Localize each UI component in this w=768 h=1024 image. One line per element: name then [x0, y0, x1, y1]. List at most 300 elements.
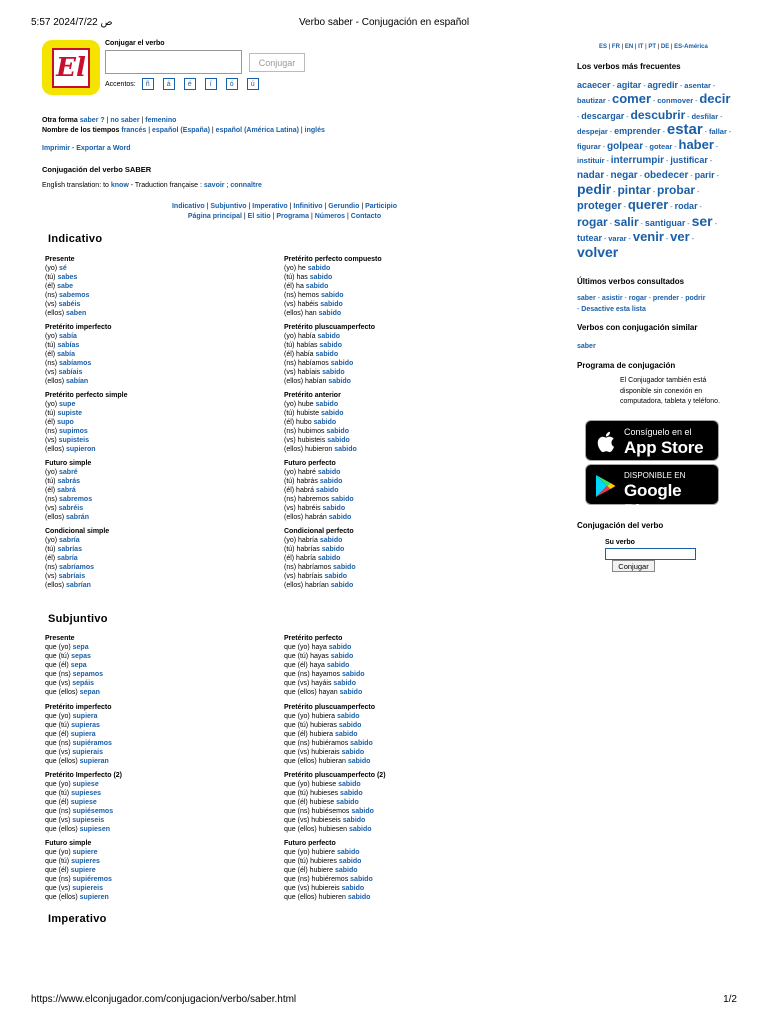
pronoun: que (ns) [45, 670, 71, 678]
cloud-verb-link[interactable]: rodar [674, 201, 698, 212]
pronoun: (tú) habrías [284, 545, 320, 553]
conjugation-heading: Conjugación del verbo SABER [42, 165, 152, 174]
verb-form-link[interactable]: sabido [324, 572, 348, 580]
program-description: El Conjugador también está disponible sin conexión en computadora, tableta y teléfono. [620, 377, 721, 405]
google-play-badge[interactable] [585, 464, 719, 520]
conjugation-line [284, 401, 514, 410]
conjugation-line [45, 722, 275, 731]
pronoun: (él) ha [284, 282, 304, 290]
verb-form-link[interactable]: sabemos [59, 291, 90, 299]
verb-form-link[interactable]: supieren [79, 893, 109, 901]
verb-form-link[interactable]: supo [57, 418, 74, 426]
conjugation-line [45, 894, 275, 903]
cloud-verb-link[interactable]: conmover [657, 96, 694, 106]
verb-form-link[interactable]: sé [59, 265, 67, 272]
verb-form-link[interactable]: sabido [330, 359, 354, 367]
verb-form-link[interactable]: sabido [315, 486, 339, 494]
conjugation-line [284, 867, 514, 876]
conjugation-line [284, 885, 514, 894]
conjugation-line [45, 867, 275, 876]
cloud-verb-link[interactable]: desfilar [691, 111, 719, 121]
pronoun: (tú) [45, 341, 56, 349]
recent-verb-link[interactable]: saber [577, 295, 596, 302]
verb-form-link[interactable]: sabido [350, 875, 373, 883]
verb-form-link[interactable]: sabréis [58, 504, 84, 512]
pronoun: (él) había [284, 350, 314, 358]
verb-form-link[interactable]: sabido [341, 670, 365, 678]
conjugation-line [284, 274, 514, 283]
verb-form-link[interactable]: supiera [72, 713, 98, 720]
pronoun: (vs) habréis [284, 504, 321, 512]
print-url: https://www.elconjugador.com/conjugacion/verbo/saber.html [31, 994, 297, 1005]
verb-form-link[interactable]: supiésemos [72, 807, 114, 815]
tense-title: Futuro simple [45, 460, 92, 467]
similar-verb-link[interactable]: saber [577, 343, 596, 350]
conjugation-line [45, 446, 275, 455]
verb-form-link[interactable]: sepas [71, 652, 91, 660]
verb-form-link[interactable]: supiera [70, 730, 96, 738]
conjugation-line [45, 401, 275, 410]
pronoun: que (vs) [45, 884, 71, 892]
verb-form-link[interactable]: sabido [319, 537, 343, 544]
pronoun: (él) habrá [284, 486, 314, 494]
side-verb-label: Su verbo [605, 539, 635, 546]
nav-program[interactable]: Programa [276, 213, 310, 220]
verb-form-link[interactable]: sabido [317, 554, 341, 562]
tense-names-link[interactable]: español (América Latina) [215, 127, 299, 134]
conjugation-line [284, 573, 514, 582]
verb-form-link[interactable]: sabido [305, 282, 329, 290]
accent-key[interactable]: ñ [142, 78, 154, 90]
cloud-verb-link[interactable]: ser [691, 212, 713, 229]
google-play-icon [594, 474, 618, 498]
verb-form-link[interactable]: supiese [72, 781, 99, 788]
verb-form-link[interactable]: sabido [318, 309, 342, 317]
cloud-verb-link[interactable]: salir [613, 214, 639, 229]
cloud-verb-link[interactable]: estar [666, 120, 703, 138]
accent-key[interactable]: ó [226, 78, 238, 90]
verb-form-link[interactable]: supiere [70, 866, 96, 874]
pronoun: (ellos) [45, 513, 65, 521]
verb-form-link[interactable]: supiste [57, 409, 82, 417]
cloud-verb-link[interactable]: agitar [616, 80, 642, 90]
verb-form-link[interactable]: sabido [319, 341, 342, 349]
verb-form-link[interactable]: sabido [320, 300, 343, 308]
verb-form-link[interactable]: sabido [328, 513, 352, 521]
verb-form-link[interactable]: sepa [70, 661, 87, 669]
conjugation-line [45, 487, 275, 496]
conjugation-line [45, 662, 275, 671]
verb-form-link[interactable]: sabe [57, 282, 74, 290]
verb-form-link[interactable]: sabido [330, 581, 354, 589]
verb-form-link[interactable]: sabrían [66, 581, 91, 589]
verb-form-link[interactable]: supieres [71, 857, 100, 865]
conjugation-line [45, 749, 275, 758]
verb-form-link[interactable]: sepa [72, 644, 89, 651]
pronoun: (tú) [45, 409, 56, 417]
verb-form-link[interactable]: sabido [328, 377, 351, 385]
recent-verb-link[interactable]: prender [652, 295, 679, 302]
verb-form-link[interactable]: sabido [338, 857, 362, 865]
conjugation-line [45, 369, 275, 378]
verb-form-link[interactable]: saben [66, 309, 87, 317]
lang-link[interactable]: IT [638, 44, 644, 50]
lang-link[interactable]: DE [660, 44, 670, 50]
cloud-verb-link[interactable]: venir [632, 228, 664, 244]
pronoun: (yo) habré [284, 469, 316, 476]
verb-form-link[interactable]: sabido [334, 866, 358, 874]
nav-infinitivo[interactable]: Infinitivo [293, 203, 323, 210]
tense-names-link[interactable]: francés [121, 127, 147, 134]
french-link[interactable]: savoir [203, 182, 225, 189]
conjugate-button[interactable]: Conjugar [249, 53, 305, 72]
verb-form-link[interactable]: sabré [59, 469, 78, 476]
conjugation-line [45, 514, 275, 523]
print-link[interactable]: Imprimir [42, 145, 71, 152]
nav-subjuntivo[interactable]: Subjuntivo [210, 203, 247, 210]
verb-form-link[interactable]: sabrías [57, 545, 82, 553]
verb-form-link[interactable]: supieron [66, 445, 96, 453]
conjugation-line [284, 378, 514, 387]
cloud-verb-link[interactable]: comer [612, 91, 652, 107]
verb-form-link[interactable]: sabido [317, 469, 341, 476]
cloud-verb-link[interactable]: decir [699, 91, 731, 107]
pronoun: (yo) [45, 265, 58, 272]
pronoun: que (tú) [45, 652, 70, 660]
conjugate-box [105, 40, 305, 88]
verb-form-link[interactable]: sabíamos [59, 359, 92, 367]
verb-form-link[interactable]: supiéramos [72, 739, 112, 747]
cloud-verb-link[interactable]: interrumpir [610, 155, 665, 167]
verb-form-link[interactable]: supiere [72, 849, 98, 856]
cloud-verb-link[interactable]: descargar [581, 110, 625, 121]
lang-link[interactable]: EN [624, 44, 634, 50]
tense-title: Futuro simple [45, 840, 92, 847]
verb-form-link[interactable]: supisteis [58, 436, 89, 444]
accent-key[interactable]: í [205, 78, 217, 90]
similar-verbs-title: Verbos con conjugación similar [577, 323, 698, 332]
verb-form-link[interactable]: sabido [309, 273, 333, 281]
nav-home[interactable]: Página principal [187, 213, 242, 220]
otra-forma-link[interactable]: saber ? [79, 117, 105, 124]
nombre-tiempos-line: Nombre de los tiempos francés | español (España) | español (América Latina) | inglés [42, 127, 325, 134]
tense-title: Pretérito pluscuamperfecto [284, 704, 376, 711]
verb-form-link[interactable]: sabido [336, 798, 359, 806]
cloud-verb-link[interactable]: golpear [607, 141, 644, 153]
conjugation-line [45, 582, 275, 591]
cloud-verb-link[interactable]: haber [678, 137, 714, 153]
verb-form-link[interactable]: supieras [71, 721, 100, 729]
cloud-verb-link[interactable]: nadar [577, 169, 605, 181]
verb-form-link[interactable]: sabíais [58, 368, 83, 376]
french-label: - Traduction française : [130, 182, 202, 189]
verb-form-link[interactable]: sabido [327, 436, 350, 444]
verb-form-link[interactable]: sabido [330, 652, 354, 660]
verb-form-link[interactable]: sabido [317, 333, 341, 340]
cloud-verb-link[interactable]: figurar [577, 142, 601, 152]
frequent-verbs-title: Los verbos más frecuentes [577, 62, 681, 71]
otra-forma-link[interactable]: no saber [110, 117, 140, 124]
tense-title: Pretérito pluscuamperfecto (2) [284, 772, 386, 779]
verb-form-link[interactable]: sabrá [57, 486, 76, 494]
pronoun: que (yo) [45, 644, 71, 651]
mood-nav: Indicativo | Subjuntivo | Imperativo | Infinitivo | Gerundio | Participio [171, 203, 398, 210]
verb-form-link[interactable]: sabido [320, 409, 344, 417]
conjugation-line [45, 740, 275, 749]
conjugation-line [45, 653, 275, 662]
tense-title: Pretérito perfecto [284, 635, 343, 642]
verb-form-link[interactable]: sepan [79, 688, 100, 696]
conjugation-line [284, 537, 514, 546]
verb-form-link[interactable]: sabido [339, 688, 363, 696]
cloud-verb-link[interactable]: parir [694, 169, 715, 180]
lang-link[interactable]: ES-América [674, 44, 708, 50]
pronoun: (él) [45, 282, 56, 290]
conjugation-line [284, 546, 514, 555]
verb-form-link[interactable]: supieses [71, 789, 102, 797]
verb-form-link[interactable]: supiereis [72, 884, 103, 892]
tense-title: Condicional perfecto [284, 528, 354, 535]
verb-form-link[interactable]: sabido [333, 679, 356, 687]
nav-contact[interactable]: Contacto [350, 213, 382, 220]
nav-participio[interactable]: Participio [365, 203, 398, 210]
verb-form-link[interactable]: sabría [57, 554, 78, 562]
verb-form-link[interactable]: sabía [59, 333, 77, 340]
cloud-verb-link[interactable]: pintar [617, 183, 651, 198]
pronoun: (ns) [45, 291, 58, 299]
cloud-verb-link[interactable]: bautizar [577, 96, 606, 106]
tense-names-link[interactable]: español (España) [151, 127, 210, 134]
cloud-verb-link[interactable]: negar [610, 169, 638, 181]
disable-list-link[interactable]: Desactive esta lista [581, 306, 646, 313]
cloud-verb-link[interactable]: descubrir [630, 107, 686, 122]
lang-link[interactable]: ES [599, 44, 608, 50]
verb-form-link[interactable]: sabido [336, 849, 360, 856]
pronoun: que (ns) [45, 739, 71, 747]
conjugation-line [284, 478, 514, 487]
verb-form-link[interactable]: sabido [340, 789, 363, 797]
conjugation-line [45, 689, 275, 698]
conjugation-line [45, 537, 275, 546]
verb-form-link[interactable]: sepáis [72, 679, 95, 687]
tense-title: Presente [45, 635, 75, 642]
verb-form-link[interactable]: sabido [333, 563, 356, 571]
pronoun: que (él) hubiese [284, 798, 335, 806]
accent-key[interactable]: á [163, 78, 175, 90]
french-link[interactable]: connaître [230, 182, 262, 189]
cloud-verb-link[interactable]: tutear [577, 232, 603, 243]
cloud-verb-link[interactable]: despejar [577, 126, 608, 136]
verb-form-link[interactable]: sabido [315, 401, 339, 408]
verb-form-link[interactable]: supieseis [72, 816, 105, 824]
tense-names-link[interactable]: inglés [304, 127, 325, 134]
app-store-badge[interactable] [585, 420, 719, 461]
accent-key[interactable]: ú [247, 78, 259, 90]
nav-numbers[interactable]: Números [314, 213, 346, 220]
pronoun: que (ellos) hubieren [284, 893, 346, 901]
verb-form-link[interactable]: sabéis [58, 300, 81, 308]
verb-form-link[interactable]: sabido [334, 730, 358, 738]
verb-form-link[interactable]: sabremos [59, 495, 93, 503]
conjugation-line [284, 671, 514, 680]
pronoun: (él) [45, 554, 56, 562]
verb-form-link[interactable]: supimos [59, 427, 88, 435]
accent-key[interactable]: é [184, 78, 196, 90]
translation-line: English translation: to know - Traduction française : savoir ; connaître [42, 182, 262, 189]
pronoun: que (ns) hayamos [284, 670, 341, 678]
lang-link[interactable]: PT [648, 44, 656, 50]
pronoun: (vs) [45, 504, 57, 512]
verb-form-link[interactable]: supieran [79, 757, 109, 765]
verb-form-link[interactable]: sabido [322, 368, 345, 376]
verb-form-link[interactable]: sabría [59, 537, 80, 544]
side-conjugate-button[interactable]: Conjugar [612, 560, 655, 572]
pronoun: que (ns) hubiéramos [284, 739, 349, 747]
conjugation-line [45, 555, 275, 564]
site-logo[interactable] [42, 40, 100, 95]
cloud-verb-link[interactable]: rogar [577, 214, 608, 229]
verb-form-link[interactable]: sabido [338, 781, 361, 788]
verb-form-link[interactable]: supiéremos [72, 875, 112, 883]
pronoun: que (vs) [45, 816, 71, 824]
cloud-verb-link[interactable]: justificar [670, 155, 708, 166]
cloud-verb-link[interactable]: probar [657, 183, 696, 198]
verb-form-link[interactable]: sabido [313, 418, 337, 426]
tense-block [284, 391, 514, 454]
nav-gerundio[interactable]: Gerundio [328, 203, 360, 210]
verb-form-link[interactable]: sabido [322, 504, 346, 512]
verb-form-link[interactable]: supierais [72, 748, 103, 756]
print-header [31, 17, 737, 29]
conjugation-line [284, 858, 514, 867]
verb-form-link[interactable]: sabido [315, 350, 339, 358]
pronoun: que (ellos) hubiesen [284, 825, 348, 833]
verb-form-link[interactable]: sabido [341, 884, 365, 892]
verb-form-link[interactable]: sabido [321, 545, 345, 553]
cloud-verb-link[interactable]: ver [670, 228, 690, 244]
verb-form-link[interactable]: sabrán [66, 513, 89, 521]
conjugation-line [45, 274, 275, 283]
pronoun: (ns) hubimos [284, 427, 325, 435]
cloud-verb-link[interactable]: proteger [577, 200, 622, 213]
verb-form-link[interactable]: sabido [320, 291, 344, 299]
english-link[interactable]: know [110, 182, 129, 189]
pronoun: (vs) [45, 368, 57, 376]
conjugation-line [284, 894, 514, 903]
cloud-verb-link[interactable]: instituir [577, 156, 605, 166]
verb-form-link[interactable]: sabías [57, 341, 80, 349]
verb-form-link[interactable]: sabido [328, 644, 352, 651]
nav-site[interactable]: El sitio [247, 213, 271, 220]
verb-form-link[interactable]: sabido [341, 748, 365, 756]
nav-indicativo[interactable]: Indicativo [171, 203, 205, 210]
recent-verb-link[interactable]: podrir [685, 295, 706, 302]
conjugation-line [284, 428, 514, 437]
verb-form-link[interactable]: supiese [70, 798, 97, 806]
verb-form-link[interactable]: sabido [342, 816, 366, 824]
verb-form-link[interactable]: sabido [347, 893, 371, 901]
recent-verb-link[interactable]: asistir [601, 295, 623, 302]
verb-input[interactable] [105, 50, 242, 74]
otra-forma-link[interactable]: femenino [145, 117, 177, 124]
conjugation-line [284, 292, 514, 301]
cloud-verb-link[interactable]: asentar [684, 81, 711, 90]
pronoun: que (tú) hubieras [284, 721, 337, 729]
verb-form-link[interactable]: sabido [307, 265, 331, 272]
verb-form-link[interactable]: sepamos [72, 670, 103, 678]
pronoun: (ns) hemos [284, 291, 320, 299]
pronoun: (ellos) habrían [284, 581, 329, 589]
lang-link[interactable]: FR [611, 44, 620, 50]
english-label: English translation: to [42, 182, 109, 189]
pronoun: que (yo) [45, 713, 71, 720]
pronoun: que (tú) hubieses [284, 789, 339, 797]
cloud-verb-link[interactable]: acaecer [577, 80, 611, 90]
conjugation-line [284, 351, 514, 360]
verb-form-link[interactable]: sabido [336, 713, 360, 720]
tense-block [284, 839, 514, 902]
cloud-verb-link[interactable]: obedecer [643, 169, 689, 181]
conjugation-line [284, 487, 514, 496]
pronoun: que (vs) [45, 679, 71, 687]
verb-form-link[interactable]: sabido [349, 825, 372, 833]
otra-forma-label: Otra forma [42, 117, 78, 124]
side-verb-input[interactable] [605, 548, 696, 560]
cloud-verb-link[interactable]: pedir [577, 181, 612, 198]
tense-block [284, 459, 514, 522]
cloud-verb-link[interactable]: varar [608, 233, 627, 243]
cloud-verb-link[interactable]: gotear [649, 142, 673, 152]
verb-form-link[interactable]: sabrás [57, 477, 81, 485]
verb-form-link[interactable]: sabríamos [59, 563, 95, 571]
verb-form-link[interactable]: sabido [347, 757, 371, 765]
cloud-verb-link[interactable]: querer [627, 197, 669, 213]
conjugation-line [45, 849, 275, 858]
pronoun: (vs) [45, 572, 57, 580]
verb-form-link[interactable]: sabido [319, 477, 343, 485]
verb-form-link[interactable]: sabido [334, 445, 357, 453]
verb-form-link[interactable]: supe [59, 401, 76, 408]
verb-form-link[interactable]: sabido [331, 495, 354, 503]
export-word-link[interactable]: Exportar a Word [76, 145, 131, 152]
verb-form-link[interactable]: sabido [326, 427, 349, 435]
cloud-verb-link[interactable]: emprender [614, 125, 661, 136]
verb-form-link[interactable]: sabido [351, 807, 374, 815]
cloud-verb-link[interactable]: fallar [708, 126, 727, 136]
nav-imperativo[interactable]: Imperativo [252, 203, 288, 210]
verb-form-link[interactable]: supiesen [79, 825, 110, 833]
verb-form-link[interactable]: sabía [57, 350, 75, 358]
verb-form-link[interactable]: sabido [338, 721, 362, 729]
verb-form-link[interactable]: sabríais [58, 572, 86, 580]
verb-cloud: acaecer - agitar - agredir - asentar - bautizar - comer - conmover - decir - descargar - descubrir - desfilar - despejar - emprender - estar - fallar - figurar - golpear - gotear - haber - instituir - interrumpir - justificar - nadar - negar - obedecer - parir - pedir - pintar - probar - proteger - querer - rodar - rogar - salir - santiguar - ser - tutear - varar - venir - ver - volver [577, 80, 732, 261]
tense-block [45, 391, 275, 454]
verb-form-link[interactable]: sabes [57, 273, 78, 281]
cloud-verb-link[interactable]: volver [577, 244, 619, 261]
cloud-verb-link[interactable]: agredir [647, 80, 679, 90]
pronoun: que (yo) [45, 849, 71, 856]
conjugation-line [45, 799, 275, 808]
pronoun: que (yo) hubiese [284, 781, 337, 788]
cloud-verb-link[interactable]: santiguar [644, 217, 686, 228]
conjugation-line [284, 582, 514, 591]
verb-form-link[interactable]: sabido [350, 739, 373, 747]
conjugation-line [284, 876, 514, 885]
pronoun: que (él) [45, 661, 69, 669]
recent-verb-link[interactable]: rogar [628, 295, 647, 302]
verb-form-link[interactable]: sabido [326, 661, 350, 669]
verb-form-link[interactable]: sabían [66, 377, 89, 385]
